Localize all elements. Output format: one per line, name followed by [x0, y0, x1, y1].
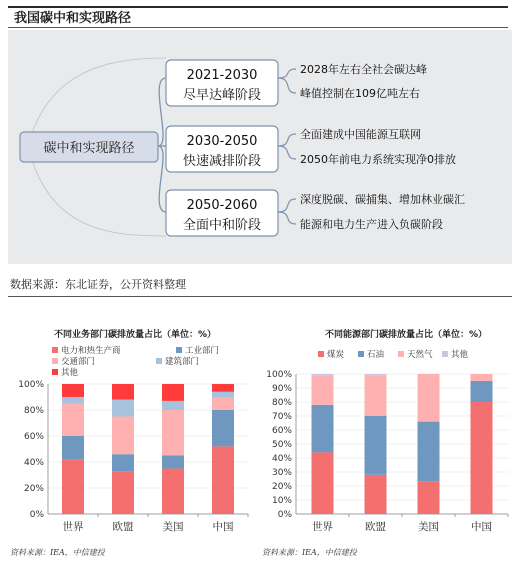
y-tick-label: 50%	[271, 440, 292, 450]
y-tick-label: 80%	[23, 406, 44, 416]
chart-2-svg	[262, 342, 514, 542]
x-tick-label: 美国	[162, 521, 184, 533]
legend-swatch	[52, 347, 58, 353]
legend-swatch	[52, 358, 58, 364]
bar-segment	[162, 410, 184, 456]
y-tick-label: 0%	[29, 510, 44, 520]
x-tick-label: 世界	[62, 521, 84, 533]
mindmap-source: 数据来源：东北证券，公开资料整理	[10, 278, 186, 291]
bar-segment	[365, 475, 387, 514]
legend-label: 建筑部门	[165, 357, 200, 367]
bar-segment	[162, 469, 184, 515]
legend-label: 石油	[367, 350, 385, 360]
legend-label: 天然气	[407, 350, 433, 360]
bar-segment	[418, 374, 440, 422]
bar-segment	[112, 400, 134, 417]
connector-branch3-details	[278, 199, 296, 224]
bar-segment	[62, 459, 84, 514]
connector-center-branch1	[158, 78, 166, 146]
bar-segment	[418, 482, 440, 514]
bar-segment	[212, 410, 234, 446]
bar-segment	[365, 375, 387, 416]
bar-segment	[471, 402, 493, 514]
connector-center-branch3	[158, 146, 166, 212]
branch-1-period: 2021-2030	[186, 68, 258, 83]
bar-segment	[212, 397, 234, 410]
bar-segment	[62, 404, 84, 437]
y-tick-label: 30%	[271, 468, 292, 478]
legend-swatch	[358, 351, 364, 357]
bar-segment	[112, 454, 134, 471]
chart-1-title: 不同业务部门碳排放量占比（单位：%）	[53, 330, 217, 340]
bar-segment	[365, 374, 387, 375]
legend-swatch	[52, 369, 58, 375]
branch-2-detail-1: 全面建成中国能源互联网	[300, 128, 421, 141]
legend-item	[52, 367, 79, 378]
branch-2-period: 2030-2050	[186, 134, 258, 149]
y-tick-label: 10%	[271, 496, 292, 506]
legend-item	[156, 356, 199, 367]
section-title: 我国碳中和实现路径	[8, 6, 508, 28]
x-tick-label: 中国	[471, 521, 492, 533]
bar-segment	[471, 381, 493, 402]
x-tick-label: 欧盟	[365, 521, 386, 533]
center-node-label: 碳中和实现路径	[43, 141, 135, 156]
branch-3-detail-1: 深度脱碳、碳捕集、增加林业碳汇	[300, 193, 465, 206]
bar-segment	[312, 374, 334, 375]
mindmap-svg	[8, 30, 512, 264]
bar-segment	[365, 416, 387, 475]
y-tick-label: 70%	[271, 412, 292, 422]
legend-item	[52, 356, 95, 367]
bar-segment	[62, 397, 84, 404]
bar-segment	[62, 384, 84, 397]
chart-1-svg	[8, 342, 256, 542]
branch-1-detail-1: 2028年左右全社会碳达峰	[300, 63, 427, 76]
y-tick-label: 60%	[271, 426, 292, 436]
legend-item	[318, 349, 345, 360]
branch-3-detail-2: 能源和电力生产进入负碳阶段	[300, 218, 443, 231]
chart-1-source: 资料来源：IEA，中信建投	[10, 548, 105, 557]
legend-label: 煤炭	[327, 350, 345, 360]
section-divider	[8, 296, 512, 297]
branch-1-detail-2: 峰值控制在109亿吨左右	[300, 87, 420, 100]
legend-swatch	[318, 351, 324, 357]
connector-branch2-details	[278, 134, 296, 159]
legend-label: 其他	[61, 368, 79, 378]
legend-item	[358, 349, 385, 360]
x-tick-label: 欧盟	[112, 521, 134, 533]
legend-label: 其他	[451, 350, 469, 360]
branch-3-stage: 全面中和阶段	[182, 218, 262, 233]
bar-segment	[62, 436, 84, 459]
legend-label: 电力和热生产商	[61, 346, 121, 356]
bar-segment	[212, 446, 234, 514]
y-tick-label: 60%	[23, 432, 44, 442]
x-tick-label: 中国	[212, 521, 234, 533]
bar-segment	[418, 422, 440, 482]
legend-item	[52, 345, 121, 356]
bar-segment	[471, 374, 493, 381]
legend-swatch	[156, 358, 162, 364]
bar-segment	[162, 401, 184, 410]
x-tick-label: 美国	[418, 521, 439, 533]
legend-label: 工业部门	[185, 346, 220, 356]
chart-2-source: 资料来源：IEA，中信建投	[262, 548, 357, 557]
legend-swatch	[398, 351, 404, 357]
bar-segment	[312, 452, 334, 514]
branch-2-stage: 快速减排阶段	[182, 154, 262, 169]
y-tick-label: 20%	[23, 484, 44, 494]
bar-segment	[162, 456, 184, 469]
chart-2-title: 不同能源部门碳排放量占比（单位：%）	[324, 330, 488, 340]
legend-swatch	[442, 351, 448, 357]
bar-segment	[112, 471, 134, 514]
bar-segment	[212, 384, 234, 392]
mindmap-panel	[8, 30, 512, 264]
bar-segment	[312, 375, 334, 404]
connector-branch1-details	[278, 69, 296, 93]
y-tick-label: 100%	[266, 370, 292, 380]
y-tick-label: 80%	[271, 398, 292, 408]
y-tick-label: 40%	[23, 458, 44, 468]
branch-3-period: 2050-2060	[186, 198, 258, 213]
bar-segment	[312, 405, 334, 453]
y-tick-label: 90%	[271, 384, 292, 394]
bar-segment	[162, 384, 184, 401]
bar-segment	[112, 384, 134, 400]
y-tick-label: 0%	[277, 510, 292, 520]
bar-segment	[112, 417, 134, 455]
legend-label: 交通部门	[61, 357, 96, 367]
x-tick-label: 世界	[312, 521, 333, 533]
y-tick-label: 100%	[18, 380, 44, 390]
bar-segment	[212, 392, 234, 397]
y-tick-label: 20%	[271, 482, 292, 492]
y-tick-label: 40%	[271, 454, 292, 464]
branch-2-detail-2: 2050年前电力系统实现净0排放	[300, 153, 456, 166]
legend-item	[398, 349, 433, 360]
legend-item	[176, 345, 219, 356]
legend-swatch	[176, 347, 182, 353]
branch-1-stage: 尽早达峰阶段	[182, 88, 262, 103]
legend-item	[442, 349, 469, 360]
